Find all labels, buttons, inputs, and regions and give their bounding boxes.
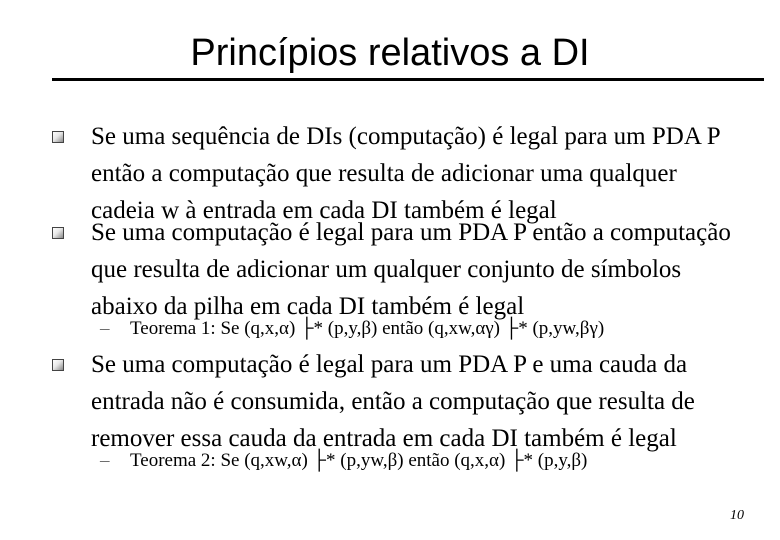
bullet-item: [52, 214, 742, 325]
square-bullet-icon: [52, 131, 64, 143]
dash-bullet: –: [100, 450, 110, 471]
bullet-text: Se uma computação é legal para um PDA P e uma cauda da entrada não é consumida, então a computação que resulta de remover essa cauda da entrada em cada DI também é legal: [91, 351, 695, 452]
bullet-text: Se uma sequência de DIs (computação) é legal para um PDA P então a computação que resulta de adicionar uma qualquer cadeia w à entrada em cada DI também é legal: [91, 123, 720, 224]
theorem-2-text: Teorema 2: Se (q,xw,α) ├* (p,yw,β) então (q,x,α) ├* (p,y,β): [130, 450, 588, 471]
theorem-1-text: Teorema 1: Se (q,x,α) ├* (p,y,β) então (q,xw,αγ) ├* (p,yw,βγ): [130, 318, 605, 339]
slide-title: Princípios relativos a DI: [190, 32, 590, 74]
page-number: 10: [730, 508, 744, 523]
square-bullet-icon: [52, 359, 64, 371]
bullet-item: [52, 118, 742, 229]
bullet-text: Se uma computação é legal para um PDA P então a computação que resulta de adicionar um qualquer conjunto de símbolos abaixo da pilha em cada DI também é legal: [91, 219, 731, 320]
square-bullet-icon: [52, 227, 64, 239]
bullet-item: [52, 346, 742, 457]
title-divider: [52, 78, 764, 81]
dash-bullet: –: [100, 318, 110, 339]
